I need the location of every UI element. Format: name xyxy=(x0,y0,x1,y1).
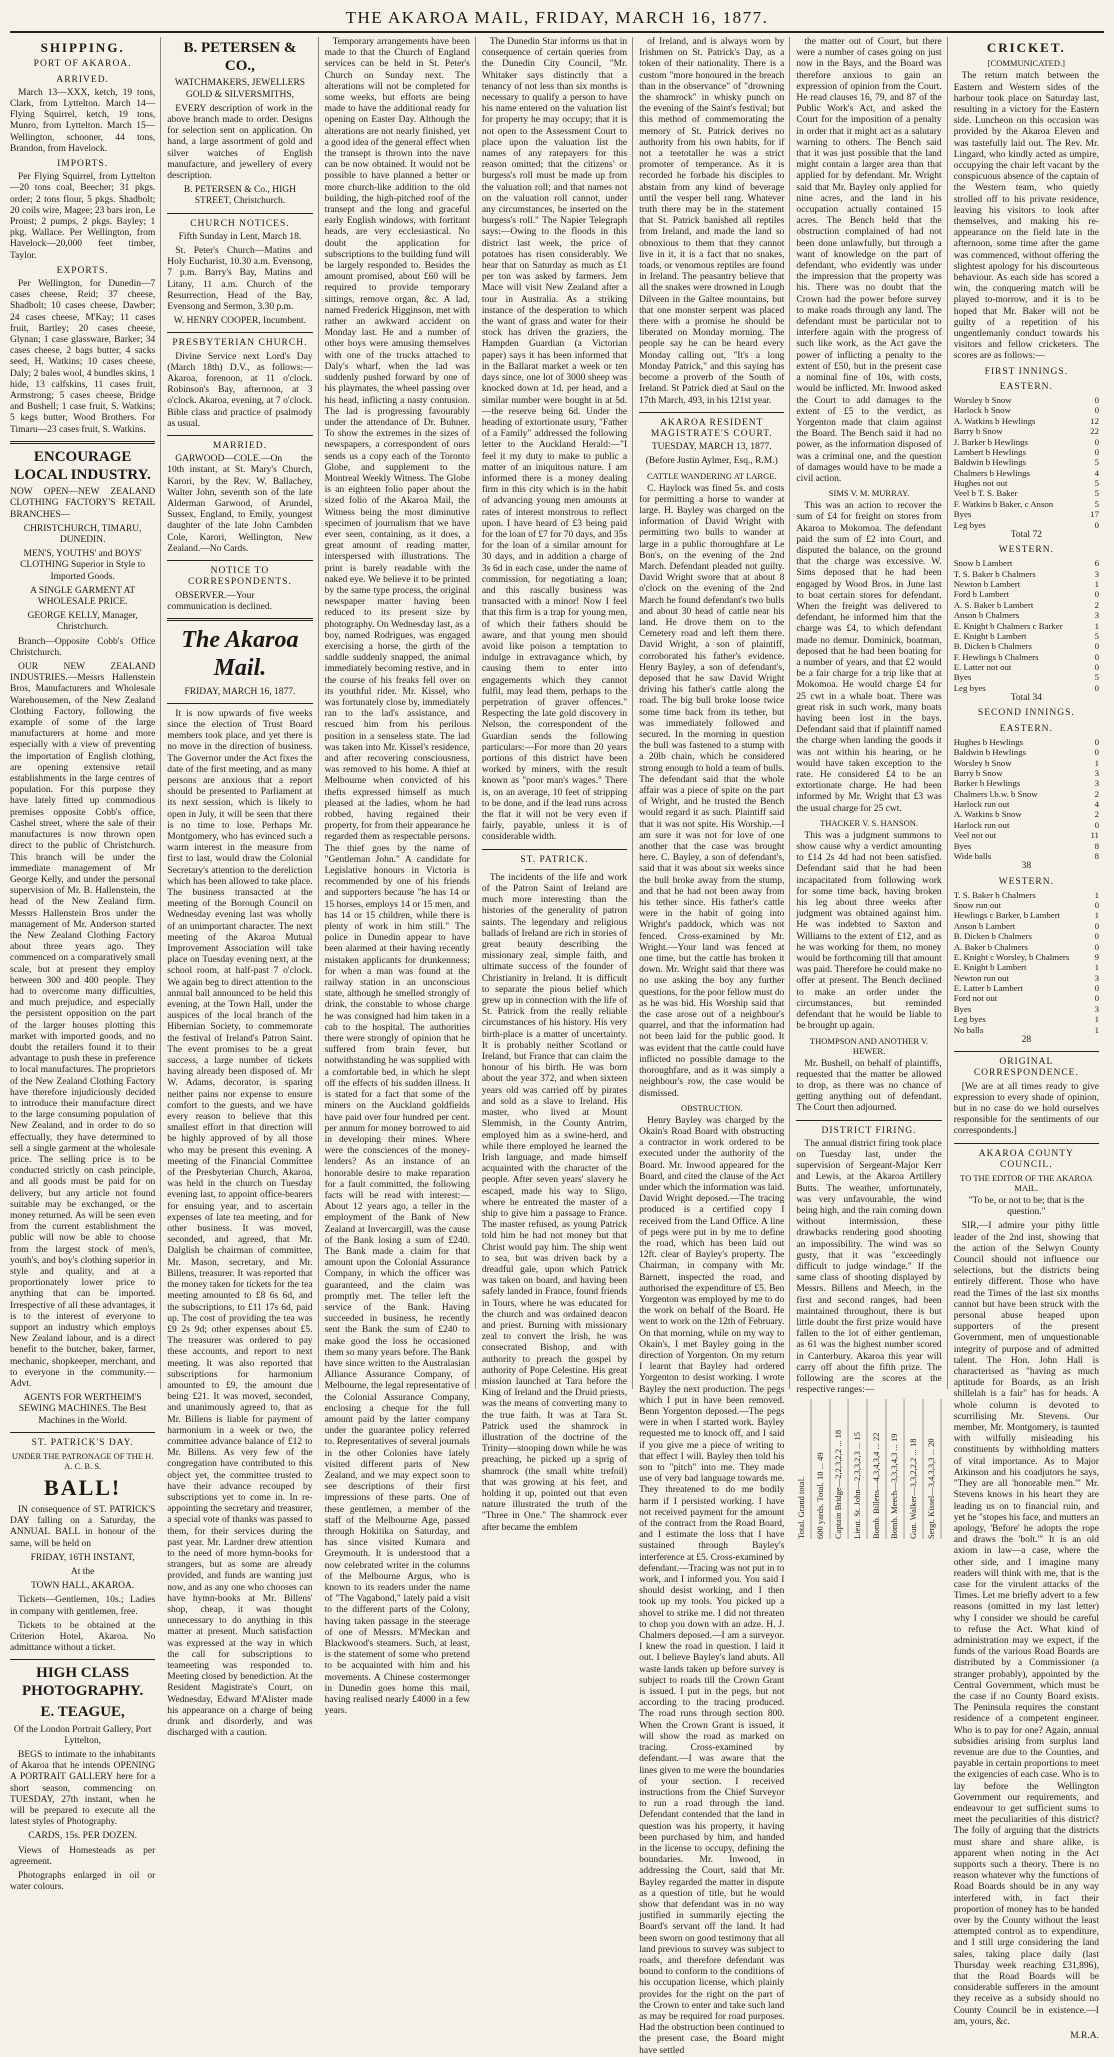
runs: 3 xyxy=(1094,767,1099,778)
cricket-text: The return match between the Eastern and Western sides of the harbour took place on Saturday last, resulting in a victory for the Eastern side. Luncheon on this occasion was provided by the Akaroa Eleven and was tastefully laid out. The Rev. Mr. Lingard, who kindly acted as umpire, occupying the chair left vacant by the conspicuous absence of the captain of the Western team, who quietly strolled off to his private residence, leaving his visitors to look after themselves, and making his re-appearance on the field late in the afternoon, some time after the game was commenced, without offering the slightest apology for his discourteous behaviour. As each side has scored a win, the conquering match will be played to-morrow, and it is to be hoped that Mr. Baker will not be guilty of a repetition of his ungentlemanly conduct towards his visitors and fellow cricketers. The scores are as follows:— xyxy=(953,71,1099,362)
patrick-continued: of Ireland, and is always worn by Irishmen on St. Patrick's Day, as a token of their nationality. There is a custom "more honoured in the breach than in the observance" of "drowning the shamrock" in whisky punch on the evening of the Saint's festival; but this method of commemorating the memory of St. Patrick derives no authority from his own habits, for if not a teetotaller he was a strict promoter of temperance. As it is recorded he forbade his disciples to abstain from any kind of beverage until the vesper bell rang. Whatever truth there may be in the statement that St. Patrick banished all reptiles from Ireland, and made the land so obnoxious to them that they cannot live in it, it is a fact that no snakes, toads, or venomous reptiles are found in Ireland. The peasantry believe that all the snakes were drowned in Lough Dilveen in the Galtee mountains, but that one monster serpent was placed there with a promise he should be liberated on Monday morning. The people say he can be heard every Monday calling out, "It's a long Monday Patrick," and this saying has become a proverb of the South of Ireland. St Patrick died at Saul on the 17th March, 493, in his 121st year. xyxy=(639,37,785,406)
lent: Fifth Sunday in Lent, March 18. xyxy=(178,231,302,242)
patrick-text: The incidents of the life and work of the Patron Saint of Ireland are much more interesting than the histories of the generality of patron saints. The legendary and religious ballads of Ireland are rich in stories of great beauty describing the missionary zeal, simple faith, and ultimate success of the founder of Christianity in Ireland. It is difficult to separate the pious belief which grew up in connection with the life of St. Patrick from the really reliable circumstances of his history. His very birth-place is a matter of uncertainty. It is probably neither Scotland or Ireland, but France that can claim the honour of his birth. He was born about the year 372, and when sixteen years old was carried off by pirates and sold as a slave to Ireland. His master, who lived at Mount Slemmish, in the County Antrim, employed him as a swine-herd, and while there employed he learned the Irish language, and made himself acquainted with the character of the people. After seven years' slavery he escaped, made his way to Sligo, where he entreated the master of a ship to give him a passage to France. The master refused, as young Patrick told him he had not money but that Christ would pay him. The ship went to sea, but was driven back by a dreadful gale, upon which Patrick was taken on board, and having been safely landed in France, found friends in Tours, where he was educated for the church and was ordained deacon and priest. Burning with missionary zeal to convert the Irish, he was consecrated Bishop, and with authority to preach the gospel by authority of Pope Celestine. His great mission launched at Tara before the King of Ireland and the Druid priests, was the means of converting many to the true faith. It was at Tara St. Patrick used the shamrock in illustration of the doctrine of the Trinity—stooping down while he was preaching, he picked up a sprig of shamrock (the small white trefoil) that was growing at his feet, and holding it up, pointed out that even nature illustrated the truth of the "Three in One." The shamrock ever after became the emblem xyxy=(481,872,628,1533)
score-table xyxy=(954,558,1099,693)
runs: 2 xyxy=(1094,788,1099,799)
score-row xyxy=(954,789,1099,799)
first-innings: FIRST INNINGS. xyxy=(984,366,1069,377)
batsman: Byes xyxy=(953,672,972,683)
runs: 4 xyxy=(1094,799,1099,810)
shipping-title: SHIPPING. xyxy=(40,40,125,55)
batsman: T. S. Baker b Chalmers xyxy=(953,568,1036,579)
court-before: (Before Justin Aylmer, Esq., R.M.) xyxy=(645,456,778,467)
manager: GEORGE KELLY, Manager, Christchurch. xyxy=(27,611,138,633)
column-7 xyxy=(953,37,1104,2042)
runs: 0 xyxy=(1094,941,1099,952)
firing-row: Bomb. Billens—4,3,4,3,4 ... 22 xyxy=(871,1399,887,1539)
case-heading: THACKER V. S. HANSON. xyxy=(820,817,919,828)
teague-of: Of the London Portrait Gallery, Port Lyttelton, xyxy=(13,1724,152,1746)
score-row xyxy=(954,395,1099,405)
runs: 1 xyxy=(1094,757,1099,768)
score-row xyxy=(954,900,1099,910)
batsman: Snow b Lambert xyxy=(953,558,1013,569)
score-row xyxy=(954,1025,1099,1035)
firm-trade: WATCHMAKERS, JEWELLERS GOLD & SILVERSMITHS, xyxy=(174,78,306,100)
runs: 1 xyxy=(1094,889,1099,900)
batsman: Barry b Snow xyxy=(953,767,1003,778)
runs: 5 xyxy=(1094,630,1099,641)
photo-title: HIGH CLASS PHOTOGRAPHY. xyxy=(22,1665,144,1700)
divider xyxy=(796,1120,941,1121)
exports-text: Per Wellington, for Dunedin—7 cases cheese, Reid; 37 cheese, Shadbolt; 10 cases cheese, Dawber; 24 cases cheese, M'Kay; 11 cases fruit, Bartley; 20 cases cheese, Glynan; 1 case glassware, Barker; 34 cases cheese, 2 bags butter, 4 sacks seed, H. Watkins; 10 cases cheese, Daly; 2 bales wool, 4 bundles skins, 1 hide, 13 calfskins, 11 cases fruit, Armstrong; 5 cases cheese, Bridge and Bushell; 1 case fruit, S. Watkins; 5 kegs butter, Wood Brothers. For Timaru—23 cases fruit, S. Watkins. xyxy=(10,278,156,435)
corr-title: ORIGINAL CORRESPONDENCE. xyxy=(973,1057,1079,1079)
batsman: B. Dicken b Chalmers xyxy=(953,641,1032,652)
runs: 0 xyxy=(1094,900,1099,911)
runs: 3 xyxy=(1094,972,1099,983)
court-date: TUESDAY, MARCH 13, 1877. xyxy=(651,442,772,453)
batsman: A. Baker b Chalmers xyxy=(953,941,1028,952)
ball-at: At the xyxy=(70,1567,95,1578)
divider xyxy=(167,435,312,436)
now-open: NOW OPEN—NEW ZEALAND CLOTHING FACTORY'S RETAIL BRANCHES— xyxy=(10,487,156,520)
runs: 8 xyxy=(1094,840,1099,851)
score-row xyxy=(954,778,1099,788)
wertheim-ad: AGENTS FOR WERTHEIM'S SEWING MACHINES. The Best Machines in the World. xyxy=(18,1393,147,1426)
score-row xyxy=(954,973,1099,983)
columns xyxy=(10,37,1104,2056)
divider xyxy=(954,1143,1099,1144)
divider xyxy=(167,213,312,214)
batsman: Worsley b Snow xyxy=(953,757,1012,768)
case-text: This was a judgment summons to show cause why a verdict amounting to £14 2s 4d had not been satisfied. Defendant said that he had been incapacitated from following work for some time back, having broken his leg about three weeks after judgment was obtained against him. He was indebted to Saxton and Williams to the extent of £12, and as he was working for them, no money would be forthcoming till that amount was paid. Therefore he could make no offer at present. The Bench declined to make an order under the circumstances, but reminded defendant that he would be liable to be brought up again. xyxy=(796,830,942,1032)
case-heading: CATTLE WANDERING AT LARGE. xyxy=(646,470,777,481)
score-row xyxy=(954,851,1099,861)
score-row xyxy=(954,468,1099,478)
arrived-label: ARRIVED. xyxy=(56,74,109,85)
batsman: B. Dicken b Chalmers xyxy=(953,931,1032,942)
runs: 0 xyxy=(1094,682,1099,693)
divider xyxy=(167,618,312,621)
column-6 xyxy=(796,37,947,1540)
score-row xyxy=(954,809,1099,819)
enlarged: Photographs enlarged in oil or water colours. xyxy=(10,1870,156,1893)
runs: 12 xyxy=(1090,415,1099,426)
batsman: Ford b Lambert xyxy=(953,589,1009,600)
score-row xyxy=(954,931,1099,941)
church-title: CHURCH NOTICES. xyxy=(190,218,290,229)
firing-row: Sergt. Kissel—3,4,3,3,3 ... 20 xyxy=(926,1399,942,1539)
divider xyxy=(954,1051,1099,1052)
score-row xyxy=(954,600,1099,610)
score-row xyxy=(954,631,1099,641)
single-garment: A SINGLE GARMENT AT WHOLESALE PRICE. xyxy=(30,585,136,608)
runs: 1 xyxy=(1094,620,1099,631)
runs: 3 xyxy=(1094,610,1099,621)
news-text: Temporary arrangements have been made to that the Church of England services can be held in St. Peter's Church on Sunday next. The alterations will not be completed for some weeks, but efforts are being made to have the additional ready for opening on Easter Day. Although the alterations are not nearly finished, yet a good idea of the general effect when the transept is thrown into the nave can be now obtained. It would not be possible to have planned a better or more church-like addition to the old building, the high-pitched roof of the transept and the long and graceful early English windows, with fortitant heads, are very ecclesiastical. No doubt the application for subscriptions to the building fund will be largely responded to. Besides the amount promised, about £60 will be required to provide temporary sittings, remove organ, &c. A lad, named Frederick Higginson, met with rather an awkward accident on Monday last. He and a number of other boys were amusing themselves with one of the trucks attached to Daly's wharf, when the lad was suddenly pushed forward by one of his playmates, the wheel passing over his head, inflicting a nasty contusion. The lad is progressing favourably under the attendance of Dr. Buhner. To show the extremes in the sizes of newspapers, a correspondent of ours sends us a copy each of the Toronto Globe, and supplement to the Montreal Weekly Witness. The Globe is an eighteen folio paper about the sized folio of the Akaroa Mail, the Witness being the most diminutive specimen of journalism that we have ever seen, containing, as it does, a great amount of reading matter, interspersed with illustrations. The print is barely readable with the naked eye. We believe it to be printed by the same type process, the original newspaper matter having been reduced to its present size by photography. On Wednesday last, as a boy, named Rodrigues, was engaged exercising a horse, the girth of the saddle suddenly snapped, the animal immediately becoming restive, and in the course of his freaks fell over on its youthful rider. Mr. Kissel, who was fortunately close by, immediately ran to the lad's assistance, and rescued him from his perilous position in a senseless state. The lad was taken into Mr. Kissel's residence, and after recovering consciousness, was removed to his home. A thief at Melbourne when convicted of his thefts expressed himself as much pleased at the ladies, whom he had robbed, having regained their property, for from their appearance he regarded them as respectable persons. The thief goes by the name of "Gentleman John." A candidate for Legislative honours in Victoria is recommended by one of his friends and supporters because "he has 14 or 15 horses, employs 14 or 15 men, and has 14 or 15 children, while there is plenty of work in him still." The police in Dunedin appear to have been alarmed at their having recently mistaken applicants for drunkenness; for when a man was found at the railway station in an unconscious state, although he smelled strongly of drink, the constable to whose charge he was consigned had him taken in a cab to the hospital. The authorities there were strongly of opinion that he suffered from brain fever, but notwithstanding he was supplied with a comfortable bed, in which he slept off the effects of his sudden illness. It is stated for a fact that some of the miners on the Auckland goldfields have paid over four hundred per cent. per annum for money borrowed to aid in developing their mines. Where were the consciences of the money-lenders? As an instance of an honorable desire to make reparation for a fault committed, the following facts will be read with interest:—About 12 years ago, a teller in the employment of the Bank of New Zealand at Invercargill, was the cause of the Bank losing a sum of £240. The Bank made a claim for that amount upon the Colonial Assurance Company, in which the officer was guaranteed, and the claim was promptly met. The teller left the service of the Bank. Having succeeded in business, he recently sent the Bank the sum of £240 to make good the loss he occasioned them so many years before. The Bank have since written to the Australasian Alliance Assurance Company, of Melbourne, the legal representative of the Colonial Assurance Company, enclosing a cheque for the full amount paid by the latter company under the guarantee policy referred to. Representatives of several journals in the other Colonies have lately visited different parts of New Zealand, and we may expect soon to see descriptions of their first impressions of these parts. One of these gentlemen, a member of the staff of the Melbourne Age, passed through Hokitika on Saturday, and has since visited Kumara and Greymouth. It is understood that a now celebrated writer in the columns of the Melbourne Argus, who is known to its readers under the name of "The Vagabond," lately paid a visit to the different parts of the Colony, having taken passage in the steerage of one of Messrs. M'Meckan and Blackwood's steamers. Such, at least, is the statement of some who pretend to be acquainted with him and his movements. A Chinese costermonger in Dunedin goes home this mail, having realised nearly £4000 in a few years. xyxy=(324,37,470,1717)
runs: 5 xyxy=(1094,672,1099,683)
batsman: Chalmers b Hewlings xyxy=(953,467,1030,478)
batsman: E. Knight b Chalmers c Barker xyxy=(953,620,1063,631)
batsman: Harlock b Snow xyxy=(953,405,1011,416)
branch-note: Branch—Opposite Cobb's Office Christchurch. xyxy=(10,636,156,658)
batsman: Harlock run out xyxy=(953,799,1010,810)
batsman: Leg byes xyxy=(953,1014,986,1025)
divider xyxy=(10,1432,155,1433)
column-5 xyxy=(639,37,790,2056)
runs: 0 xyxy=(1094,736,1099,747)
divider xyxy=(10,441,155,444)
patrick-day: ST. PATRICK'S DAY. xyxy=(31,1437,134,1448)
batsman: E. Knight b Lambert xyxy=(953,962,1027,973)
runs: 22 xyxy=(1090,426,1099,437)
masthead: THE AKAROA MAIL, FRIDAY, MARCH 16, 1877. xyxy=(10,8,1104,33)
batsman: F. Watkins b Baker, c Anson xyxy=(953,498,1054,509)
score-row xyxy=(954,641,1099,651)
runs: 11 xyxy=(1090,830,1099,841)
score-row xyxy=(954,993,1099,1003)
batsman: Lambert b Hewlings xyxy=(953,446,1026,457)
score-row xyxy=(954,1004,1099,1014)
score-row xyxy=(954,921,1099,931)
runs: 5 xyxy=(1094,498,1099,509)
batsman: J. Barker b Hewlings xyxy=(953,436,1028,447)
runs: 5 xyxy=(1094,488,1099,499)
ball-place: TOWN HALL, AKAROA. xyxy=(31,1581,135,1592)
case-heading: SIMS V. M. MURRAY. xyxy=(828,488,910,499)
batsman: Hewlings c Barker, b Lambert xyxy=(953,910,1061,921)
divider xyxy=(167,332,312,333)
batsman: E. Latter b Lambert xyxy=(953,983,1024,994)
batsman: Baldwin b Hewlings xyxy=(953,457,1027,468)
score-row xyxy=(954,942,1099,952)
runs: 3 xyxy=(1094,1003,1099,1014)
batsman: Leg byes xyxy=(953,519,986,530)
score-total: Total 34 xyxy=(1010,693,1042,704)
score-row xyxy=(954,426,1099,436)
score-row xyxy=(954,579,1099,589)
score-row xyxy=(954,737,1099,747)
batsman: Harlock run out xyxy=(953,819,1010,830)
score-row xyxy=(954,558,1099,568)
newspaper-page xyxy=(10,8,1104,2056)
firm-name: B. PETERSEN & CO., xyxy=(183,40,297,74)
score-row xyxy=(954,437,1099,447)
batsman: Hughes not out xyxy=(953,478,1008,489)
church-sign: W. HENRY COOPER, Incumbent. xyxy=(173,316,307,327)
married-text: GARWOOD—COLE.—On the 10th instant, at St. Mary's Church, Karori, by the Rev. W. Ballachey, Walter John, seventh son of the late Alderman Garwood, of Arundel, Sussex, England, to Emily, youngest daughter of the late John Cambden Cole, Karori, Wellington, New Zealand.—No Cards. xyxy=(167,454,313,554)
runs: 2 xyxy=(1094,599,1099,610)
runs: 8 xyxy=(1094,850,1099,861)
score-row xyxy=(954,830,1099,840)
score-row xyxy=(954,621,1099,631)
batsman: Byes xyxy=(953,840,972,851)
runs: 2 xyxy=(1094,809,1099,820)
firing-text: The annual district firing took place on Tuesday last, under the supervision of Sergeant-Major Kerr and Lewis, at the Akaroa Artillery Butts. The weather, unfortunately, was very unfavourable, the wind being high, and the rain coming down without intermission, these drawbacks rendering good shooting an impossibility. The wind was so gusty, that it was "exceedingly difficult to judge windage." If the same class of shooting displayed by Messrs. Billens and Meech, in the first and second ranges, had been maintained throughout, there is but little doubt the first prize would have fallen to the lot of either gentleman, as 61 was the highest number scored in Canterbury. Akaroa this year will carry off about the fifth prize. The following are the scores at the respective ranges:— xyxy=(796,1138,942,1396)
firing-row: Gun. Walker—3,3,2,2,2 ... 18 xyxy=(908,1399,924,1539)
case-heading: OBSTRUCTION. xyxy=(680,1102,743,1113)
runs: 6 xyxy=(1094,558,1099,569)
batsman: Ford not out xyxy=(953,993,998,1004)
team-western: WESTERN. xyxy=(998,876,1054,887)
batsman: Worsley b Snow xyxy=(953,395,1012,406)
imports-label: IMPORTS. xyxy=(57,158,109,169)
imports-text: Per Flying Squirrel, from Lyttelton—20 tons coal, Beecher; 31 pkgs. order; 2 tons flour, 5 pkgs. Shadbolt; 20 coils wire, Magee; 23 bars iron, Le Proust; 2 pumps, 2 pkgs. Bayley; 1 pkg. Wallace. Per Wellington, from Havelock—20,000 feet timber, Taylor. xyxy=(10,172,156,261)
branches: CHRISTCHURCH, TIMARU, DUNEDIN. xyxy=(23,523,142,546)
runs: 17 xyxy=(1090,509,1099,520)
batsman: E. Latter not out xyxy=(953,662,1012,673)
runs: 3 xyxy=(1094,778,1099,789)
port-heading: PORT OF AKAROA. xyxy=(33,59,132,70)
runs: 9 xyxy=(1094,951,1099,962)
teague-text: BEGS to intimate to the inhabitants of Akaroa that he intends OPENING A PORTRAIT GALLERY here for a short season, commencing on TUESDAY, 27th instant, when he will be prepared to execute all the latest styles of Photography. xyxy=(10,1749,156,1828)
runs: 1 xyxy=(1094,962,1099,973)
tickets-note: Tickets to be obtained at the Criterion Hotel, Akaroa. No admittance without a ticket. xyxy=(10,1620,156,1654)
mens-clothing: MEN'S, YOUTHS' and BOYS' CLOTHING Superior in Style to Imported Goods. xyxy=(20,549,146,582)
team-eastern: EASTERN. xyxy=(999,723,1053,734)
batsman: Veel not out xyxy=(953,830,997,841)
runs: 0 xyxy=(1094,641,1099,652)
church-text: St. Peter's Church—Matins and Holy Eucharist, 10.30 a.m. Evensong, 7 p.m. Barry's Bay, Matins and Litany, 11 a.m. Church of the Resurrection, Head of the Bay, Evensong and Sermon, 3.30 p.m. xyxy=(167,246,313,313)
ball-text: IN consequence of ST. PATRICK'S DAY falling on a Saturday, the ANNUAL BALL in honour of the same, will be held on xyxy=(10,1505,156,1549)
firing-scores xyxy=(796,1399,941,1539)
runs: 0 xyxy=(1094,993,1099,1004)
notice-title: NOTICE TO CORRESPONDENTS. xyxy=(187,566,292,588)
score-table xyxy=(954,395,1099,530)
presby-title: PRESBYTERIAN CHURCH. xyxy=(172,338,308,349)
case-text: This was an action to recover the sum of £4 for freight on stores from Akaroa to Mokomoa. The defendant paid the sum of £2 into Court, and disputed the balance, on the ground that the charge was excessive. W. Sims deposed that he had been engaged by Wood Bros. in June last to boat certain stores for defendant. When the freight was delivered to defendant, he informed him that the charge was £4, to which defendant made no demur. Dominick, boatman, deposed that he had been boating for a number of years, and that £2 would be a fair charge for a trip like that at Mokomoa. He would charge £4 for 25 cwt in a whale boat. There was great risk in such work, many boats having been lost in the bays. Defendant said that if plaintiff named the charge when landing the goods it was not within his hearing, or he would have taken exception to the rate. He considered £4 to be an extortionate charge. He had been informed by Mr. Wright that £3 was the usual charge for 25 cwt. xyxy=(796,501,942,814)
score-row xyxy=(954,1014,1099,1024)
runs: 0 xyxy=(1094,436,1099,447)
divider xyxy=(482,849,627,850)
runs: 0 xyxy=(1094,446,1099,457)
score-table xyxy=(954,890,1099,1035)
runs: 0 xyxy=(1094,589,1099,600)
score-row xyxy=(954,447,1099,457)
batsman: No balls xyxy=(953,1024,984,1035)
case-text: C. Haylock was fined 5s. and costs for permitting a horse to wander at large. H. Bayley was charged on the information of David Wright with permitting two bulls to wander at large in a public thoroughfare at Le Bon's, on the evening of the 2nd March. Defendant pleaded not guilty. David Wright swore that at about 8 o'clock on the evening of the 2nd March he found defendant's two bulls and about 30 head of cattle near his land. He drove them on to the Cemetery road and left them there. David Wright, a son of plaintiff, corroborated his father's evidence. Henry Bayley, a son of defendant's, deposed that he saw David Wright driving his father's cattle along the road. The big bull broke loose twice some time back from its tether, but was immediately followed and secured. In the morning in question the bull was fastened to a stump with a 20lb chain, which he considered strong enough to hold a team of bulls. The defendant said that the whole affair was a piece of spite on the part of Wright, and he trusted the Bench would regard it as such. Plaintiff said that it was not spite. His Worship.—I am sure it was not for love of one another that the case was brought here. C. Bayley, a son of defendant's, said that it was about six weeks since the bull broke away from the stump, and that he had not been away from his tether since. His father's cattle were in the habit of going into Wright's paddock, which was not fenced. Cross-examined by Mr. Wright.—Your land was fenced at one time, but the cattle has broken it down. Mr. Wright said that there was no use asking the boy any further questions, for the poor fellow must do as he was bid. His Worship said that the case arose out of a neighbour's quarrel, and that the information had not been laid for the public good. It was evident that the cattle could have inflicted no possible damage to the thoroughfare, and as it was simply a neighbour's row, the case would be dismissed. xyxy=(639,483,785,1099)
runs: 0 xyxy=(1094,395,1099,406)
arrived-text: March 13—XXX, ketch, 19 tons, Clark, from Lyttelton. March 14—Flying Squirrel, ketch, 19 tons, Munro, from Lyttelton. March 15—Wellington, schooner, 44 tons, Brandon, from Havelock. xyxy=(10,87,156,154)
runs: 0 xyxy=(1094,819,1099,830)
quote: "To be, or not to be; that is the question." xyxy=(968,1196,1084,1218)
score-row xyxy=(954,983,1099,993)
ball-date: FRIDAY, 16TH INSTANT, xyxy=(30,1552,135,1563)
batsman: Anson b Chalmers xyxy=(953,610,1020,621)
court-title: AKAROA RESIDENT MAGISTRATE'S COURT. xyxy=(650,417,773,439)
score-row xyxy=(954,890,1099,900)
teague: E. TEAGUE, xyxy=(40,1703,125,1720)
column-2 xyxy=(167,37,318,1739)
score-row xyxy=(954,799,1099,809)
team-eastern: EASTERN. xyxy=(999,381,1053,392)
runs: 1 xyxy=(1094,579,1099,590)
batsman: Baldwin b Hewlings xyxy=(953,747,1027,758)
second-innings: SECOND INNINGS. xyxy=(977,708,1075,719)
letter-text: SIR,—I admire your pithy little leader of the 2nd inst, showing that the action of the Selwyn County Council should not influence our selections, but the districts being entirely different. Those who have read the Times of the last six months cannot but have been struck with the personal abuse heaped upon supporters of the present Government, men of unquestionable integrity of purpose and of admitted talent. The Hon. John Hall is characterised as "having as much aptitude for Boards, as an Irish shillelah is a fair" has for heads. A whole column is devoted to scurrilising Mr. Stevens. Our member, Mr. Montgomery, is taunted with wilfully misleading his constituents by withholding matters of vital importance. As to Major Atkinson and his coadjutors he says, "They are all 'honorable men.'" Mr. Stevens knows in his heart they are leading us on to financial ruin, and yet he "stopes his face, and mutters an apology, 'Before' he adopts the rope and draws the 'bolt.'" It is an old axiom in law—a case, where the other side, and I imagine many readers will think with me, that is the case for the virulent attacks of the Times. Let me briefly advert to a few reasons (omitted in my last letter) why I consider we should be careful to refuse the Act. What kind of administration may we expect, if the funds of the various Road Boards are distributed by a Commissioner (a stranger probably), appointed by the Central Government, which must be the case if no County Board exists. The Peninsula requires the constant residence of a competent engineer. Who is to pay for one? Again, annual subsidies arising from surplus land revenue are due to the Counties, and payable in certain proportions to meet the exigencies of each case. Who is to lay before the Wellington Government our requirements, and endeavour to get sufficient sums to meet the peculiarities of this district? The folly of arguing that the districts must share and share alike, is apparent when noting in the Act supports such a theory. There is no reason whatever why the functions of Road Boards should be in any way interfered with, in fact their proportion of money has to be handed over by the County without the least attempted control as to expenditure, and I still urge considering the land sales, taking place daily (last Thursday week reaching £31,896), that the Road Boards will be considerable sufferers in the amount they receive as a subsidy should no County Council be in existence.—I am, yours, &c. xyxy=(953,1221,1099,2027)
batsman: A. S. Baker b Lambert xyxy=(953,599,1034,610)
score-row xyxy=(954,841,1099,851)
score-row xyxy=(954,820,1099,830)
batsman: E. Knight b Lambert xyxy=(953,630,1027,641)
firing-row: 600 yards. Total. 10 ... 49 xyxy=(815,1399,831,1539)
runs: 0 xyxy=(1094,405,1099,416)
score-row xyxy=(954,589,1099,599)
batsman: Veel b T. S. Baker xyxy=(953,488,1018,499)
firing-row: Captain Bridge—2,2,3,2,2 ... 18 xyxy=(833,1399,849,1539)
score-row xyxy=(954,488,1099,498)
divider xyxy=(10,1659,155,1660)
runs: 5 xyxy=(1094,457,1099,468)
presby-text: Divine Service next Lord's Day (March 18th) D.V., as follows:— Akaroa, forenoon, at 11 o'clock. Robinson's Bay, afternoon, at 3 o'clock. Akaroa, evening, at 7 o'clock. Bible class and practice of psalmody as usual. xyxy=(167,351,313,429)
runs: 3 xyxy=(1094,568,1099,579)
runs: 5 xyxy=(1094,478,1099,489)
firing-row: Lieut. St. John—2,3,3,2,3 ... 15 xyxy=(852,1399,868,1539)
batsman: Snow run out xyxy=(953,900,1002,911)
news-text: The Dunedin Star informs us that in consequence of certain queries from the Dunedin City Council, "Mr. Whitaker says distinctly that a tenancy of not less than six months is necessary to qualify a person to have his name entered on the valuation list for property he may occupy; that it is not open to the Assessment Court to place upon the valuation list the names of any ratepayers for this reason omitted; that the citizens' or burgess's roll must be made up from the valuation roll; and that names not on the valuation roll cannot, under any circumstances, be inserted on the burgess's roll." The Napier Telegraph says:—Owing to the floods in this district last week, the price of potatoes has risen considerably. We hear that on Saturday as much as £1 per ton was asked by farmers. Jem Mace will visit New Zealand after a tour in Australia. As a striking instance of the desperation to which the want of grass and water for their stock has driven the graziers, the Hampden Guardian (a Victorian paper) says it has been informed that in the Ballarat market a week or ten days since, one lot of 3000 sheep was knocked down at 1d. per head, and a similar number were bought in at 5d.—the reserve being 6d. Under the heading of extortionate usury, "Father of a Family" addressed the following letter to the Auckland Herald:—"I feel it my duty to make to public a matter of an iniquitous nature. I am informed there is a money dealing firm in this city which is in the habit of advancing young men amounts at rates of interest monstrous to reflect upon. I have heard of £3 being paid for the loan of £7 for 70 days, and 35s for the loan of a similar amount for 30 days, and in addition a charge of 3s 6d in each case, under the name of commission, for negotiating a loan; and this rascally business was transacted with a minor! Now I feel that this firm is a trap for young men, of which their fathers should be aware, and that young men should avoid like poison a temptation to indulge in extravagance which, by causing them to enter into engagements which they cannot fulfil, may lead them, perhaps to the perpetration of graver offences." Respecting the late gold discovery in Nelson, the correspondent of the Guardian sends the following particulars:—For more than 20 years portions of this district have been worked by miners, with the result known as "poor man's wages." There is, on an average, 10 feet of stripping to be done, and if the lead runs across the flat it will not be very even if fairly, payable, unless it is of considerable width. xyxy=(481,37,628,843)
runs: 0 xyxy=(1094,519,1099,530)
batsman: A. Watkins b Hewlings xyxy=(953,415,1036,426)
patrick-title: ST. PATRICK. xyxy=(520,854,589,865)
score-table xyxy=(954,737,1099,862)
batsman: Chalmers l.b.w. b Snow xyxy=(953,788,1038,799)
runs: 0 xyxy=(1094,662,1099,673)
runs: 0 xyxy=(1094,983,1099,994)
runs: 0 xyxy=(1094,920,1099,931)
runs: 1 xyxy=(1094,910,1099,921)
patronage: UNDER THE PATRONAGE OF THE H. A. C. B. S. xyxy=(11,1451,154,1472)
batsman: Newton run out xyxy=(953,972,1009,983)
firing-title: DISTRICT FIRING. xyxy=(821,1125,917,1136)
column-1 xyxy=(10,37,161,1893)
batsman: T. S. Baker b Chalmers xyxy=(953,889,1036,900)
score-total: 38 xyxy=(1021,861,1032,872)
score-total: Total 72 xyxy=(1010,529,1042,540)
column-4 xyxy=(481,37,633,1533)
firm-text: EVERY description of work in the above branch made to order. Designs for selection sent on application. On hand, a large assortment of gold and silver watches of English manufacture, and jewellery of every description. xyxy=(167,103,313,181)
batsman: Leg byes xyxy=(953,682,986,693)
score-total: 28 xyxy=(1021,1034,1032,1045)
communicated: [COMMUNICATED.] xyxy=(987,58,1065,69)
letter-sign: M.R.A. xyxy=(1070,2031,1099,2042)
score-row xyxy=(954,499,1099,509)
married-title: MARRIED. xyxy=(212,441,268,452)
ball-title: BALL! xyxy=(44,1475,122,1501)
score-row xyxy=(954,652,1099,662)
score-row xyxy=(954,405,1099,415)
runs: 0 xyxy=(1094,931,1099,942)
runs: 0 xyxy=(1094,651,1099,662)
score-row xyxy=(954,952,1099,962)
firing-row: Total. Grand total. xyxy=(796,1399,812,1539)
score-row xyxy=(954,416,1099,426)
score-row xyxy=(954,683,1099,693)
notice-text: OBSERVER.—Your communication is declined. xyxy=(167,590,273,612)
runs: 0 xyxy=(1094,747,1099,758)
batsman: Barker b Hewlings xyxy=(953,778,1021,789)
divider xyxy=(167,703,312,704)
case-text: Mr. Bushell, on behalf of plaintiffs, requested that the matter be allowed to drop, as there was no chance of getting anything out of defendant. The Court then adjourned. xyxy=(796,1058,942,1114)
editorial-text: It is now upwards of five weeks since the election of Trust Board members took place, and yet there is no move in the direction of business. The Governor under the Act fixes the date of the first meeting, and as many persons are anxious that a report should be presented to Parliament at its next session, which is likely to open in July, it will be seen that there is no time to lose. Perhaps Mr. Montgomery, who has evinced such a warm interest in the measure from first to last, would draw the Colonial Secretary's attention to the dereliction which has been allowed to take place. The business transacted at the meeting of the Borough Council on Wednesday evening last was wholly of an unimportant character. The next meeting of the Akaroa Mutual Improvement Association will take place on Tuesday evening next, at the school room, at half-past 7 o'clock. We again beg to direct attention to the annual ball announced to be held this evening, at the Town Hall, under the auspices of the local branch of the Hibernian Society, to commemorate the festival of Ireland's Patron Saint. The event promises to be a great success, a large number of tickets having already been disposed of. Mr W. Adams, decorator, is sparing neither pains nor expense to ensure comfort to the guests, and we have every reason to believe that this smallest effort in that direction will be highly approved of by all those who may be present this evening. A meeting of the Financial Committee of the Presbyterian Church, Akaroa, was held in the church on Tuesday evening last, to appoint office-bearers for ensuing year, and to ascertain expenses of late tea meeting, and for other business. It was moved, seconded, and agreed, that Mr. Dalglish be chairman of committee, Mr. Mason, secretary, and Mr. Billens, treasurer. It was reported that the money taken for tickets for the tea meeting amounted to £8 6s 6d, and the subscriptions, to £11 17s 6d, paid up. The cost of providing the tea was £9 2s 9d; other expenses about £5. The treasurer was ordered to pay these accounts, and report to next meeting. It was also reported that subscriptions for harmonium amounted to £9, the amount due being £21. It was moved, seconded, and unanimously agreed to, that as Mr. Billens is liable for payment of harmonium in a week or two, the committee advance balance of £12 to Mr. Billens. As very few of the congregation have contributed to this object yet, the committee trusted to have their advance recouped by subscriptions yet to come in. In re-appointing the secretary and treasurer, a special vote of thanks was passed to them, for their services during the past year. Mr. Lardner drew attention to the need of more hymn-books for strangers, but as some are already provided, and funds are wanting just now, and as any one who chooses can have hymn-books at Mr. Billens' shop, cheap, it was thought unnecessary to do anything in this matter at present. Much satisfaction was expressed at the way in which the call for subscriptions to teameeting was responded to. Meeting closed by benediction. At the Resident Magistrate's Court, on Wednesday, Edward M'Alister made his appearance on a charge of being drunk and disorderly, and was discharged with a caution. xyxy=(167,708,313,1739)
paper-title: The Akaroa Mail. xyxy=(181,626,299,682)
score-row xyxy=(954,662,1099,672)
to-editor: TO THE EDITOR OF THE AKAROA MAIL. xyxy=(960,1172,1093,1193)
case-text: the matter out of Court, but there were a number of cases going on just now in the Bays, and the Board was therefore anxious to gain an expression of opinion from the Court. He read clauses 16, 79, and 87 of the Public Work's Act, and asked the Court for the imposition of a penalty in order that it might act as a salutary warning to others. The Bench said that it was just possible that the land might contain a larger area than that applied for by defendant. Mr. Wright said that Mr. Bayley only applied for nine acres, and the land in his occupation actually contained 15 acres. The Bench held that the obstruction complained of had not been done unlawfully, but through a want of knowledge on the part of defendant, who evidently was under the impression that the property was his. There was no doubt that the Crown had the power before survey to make roads through any land. The defendant must be particular not to interfere again with the progress of such like work, as the Act gave the power of inflicting a penalty to the extent of £50, but in the present case a nominal fine of 10s, with costs, would be inflicted. Mr. Inwood asked the Court to add damages to the extent of £5 to the verdict, as Yorgenton made that claim against the Board. The Bench said it had no power, as the information disposed of was a criminal one, and the question of damages would have to be made a civil action. xyxy=(796,37,942,484)
score-row xyxy=(954,672,1099,682)
batsman: Byes xyxy=(953,509,972,520)
column-3 xyxy=(324,37,476,1717)
score-row xyxy=(954,758,1099,768)
batsman: Newton b Lambert xyxy=(953,579,1021,590)
divider xyxy=(525,869,583,870)
score-row xyxy=(954,509,1099,519)
score-row xyxy=(954,457,1099,467)
batsman: Hughes b Hewlings xyxy=(953,736,1024,747)
council-title: AKAROA COUNTY COUNCIL. xyxy=(978,1148,1074,1170)
divider xyxy=(167,560,312,561)
batsman: F. Hewlings b Chalmers xyxy=(953,651,1039,662)
industries-text: OUR NEW ZEALAND INDUSTRIES.—Messrs Hallenstein Bros, Manufacturers and Wholesale Warehousemen, of the New Zealand Clothing Factory, following the example of some of the large manufacturers at home and more especially with a view of preventing the importation of English clothing, are opening extensive retail establishments in the large centres of population. For this purpose they have lately fitted up commodious premises opposite Cobb's office, Cashel street, where the sale of their manufactures is now thrown open direct to the public of Christchurch. This branch will be under the immediate management of Mr George Kelly, and under the personal supervision of Mr. B. Hallenstein, the head of the New Zealand firm. Messrs Hallenstein Bros under the management of Mr. Anderson started the New Zealand Clothing Factory about three years ago. They commenced on a comparatively small scale, but at present they employ between 300 and 400 people. They had to overcome many difficulties, and much prejudice, and especially the persistent opposition on the part of the larger houses plotting this market with imported goods, and no doubt the retailers found it to their advantage to push these in preference to local manufactures. The proprietors of the New Zealand Clothing Factory have therefore injudiciously decided to introduce their manufacture direct to the large consuming population of New Zealand, and in order to do so effectually, they have determined to sell a single garment at the wholesale price. The selling price is to be conducted strictly on cash principle, and all goods must be paid for on delivery, but any article not found suitable may be exchanged, or the money returned. As will be seen even from the current establishment the public will now be able to choose from the largest stock of men's, youth's, and boy's clothing superior in style and quality, and at a proportionately lower price to anything that can be imported. Irrespective of all these advantages, it is to the interest of everyone to support an industry which employs New Zealand labour, and is a direct benefit to the butcher, baker, farmer, mechanic, shopkeeper, merchant, and to everyone in the community.—Advt. xyxy=(10,662,156,1390)
runs: 1 xyxy=(1094,1024,1099,1035)
paper-date: FRIDAY, MARCH 16, 1877. xyxy=(184,686,296,697)
case-heading: THOMPSON AND ANOTHER V. HEWER. xyxy=(809,1035,929,1056)
firm-sign: B. PETERSEN & Co., HIGH STREET, Christchurch. xyxy=(183,185,296,207)
score-row xyxy=(954,768,1099,778)
score-row xyxy=(954,962,1099,972)
runs: 1 xyxy=(1094,1014,1099,1025)
case-text: Henry Bayley was charged by the Okain's Road Board with obstructing a contractor in work ordered to be executed under the authority of the Board. Mr. Inwood appeared for the Board, and cited the clause of the Act under which the information was laid. David Wright deposed.—The tracing produced is a certified copy I received from the Land Office. A line of pegs were put in by me to define the road, which has been laid out 12ft. clear of Bayley's property. The Chairman, in company with Mr. Barnett, inspected the road, and authorised the expenditure of £5. Ben Yorgenton was employed by me to do the work on behalf of the Board. He went to work on the 12th of February. On that morning, while on my way to Okain's, I met Bayley going in the direction of Yorgenton. On my return I learnt that Bayley had ordered Yorgenton to desist working. I wrote Bayley the next production. The pegs which I put in have been removed. Benn Yorgenton deposed.—The pegs were in when I started work. Bayley requested me to knock off, and I said if you give me a piece of writing to that effect I will. Bayley then told his son to "pitch" into me. They made use of very bad language towards me. They threatened to do me bodily harm if I persisted working. I have not received payment for the amount of the contract from the Road Board, and I estimate the loss that I have sustained through Bayley's interference at £5. Cross-examined by defendant.—Tracing was not put in to work, and I informed you. You said I should desist working, and I then took up my tools. You picked up a shovel to strike me. I did not threaten to chop you down with an adze. H. J. Chalmers deposed.—I am a surveyor. I knew the road in question. I laid it out. I believe Bayley's land abuts. All waste lands taken up before survey is subject to roads till the Crown Grant is issued. I put in the pegs, but not according to the tracing produced. The road runs through section 800. When the Crown Grant is issued, it will show the road as marked on tracing. Cross-examined by defendant.—I was aware that the lines given to me were the boundaries of your section. I received instructions from the Chief Surveyor to run a road through the land. Defendant contended that the land in question was his property, it having been purchased by him, and handed in the license to occupy, defining the boundaries. Mr. Inwood, in addressing the Court, said that Mr. Bayley regarded the matter in dispute as a question of title, but he would show that defendant was in no way justified in summarily ejecting the Board's servant off the land. It had been sworn on good testimony that all land previous to survey was subject to roads, and therefore defendant was bound to conform to the conditions of his occupation license, which plainly provides for the right on the part of the Crown to enter and take such land as may be required for road purposes. Had the obstruction been continued to the present case, the Board might have settled xyxy=(639,1115,785,2056)
score-row xyxy=(954,520,1099,530)
batsman: Wide balls xyxy=(953,850,992,861)
corr-note: [We are at all times ready to give expression to every shade of opinion, but in no case do we hold ourselves responsible for the sentiments of our correspondents.] xyxy=(953,1081,1099,1137)
tickets: Tickets—Gentlemen, 10s.; Ladies in company with gentlemen, free. xyxy=(10,1595,156,1617)
batsman: Anson b Lambert xyxy=(953,920,1016,931)
cards-price: CARDS, 15s. PER DOZEN. xyxy=(28,1831,138,1842)
batsman: Barry b Snow xyxy=(953,426,1003,437)
score-row xyxy=(954,747,1099,757)
views: Views of Homesteads as per agreement. xyxy=(10,1845,156,1867)
batsman: A. Watkins b Snow xyxy=(953,809,1022,820)
score-row xyxy=(954,478,1099,488)
industry-title: ENCOURAGE LOCAL INDUSTRY. xyxy=(14,448,151,483)
score-row xyxy=(954,569,1099,579)
score-row xyxy=(954,910,1099,920)
batsman: E. Knight c Worsley, b Chalmers xyxy=(953,951,1070,962)
batsman: Byes xyxy=(953,1003,972,1014)
team-western: WESTERN. xyxy=(998,545,1054,556)
exports-label: EXPORTS. xyxy=(56,265,109,276)
divider xyxy=(639,412,784,413)
cricket-title: CRICKET. xyxy=(986,40,1066,55)
score-row xyxy=(954,610,1099,620)
firing-row: Bomb. Meech—3,3,3,4,3 ... 19 xyxy=(889,1399,905,1539)
runs: 4 xyxy=(1094,467,1099,478)
